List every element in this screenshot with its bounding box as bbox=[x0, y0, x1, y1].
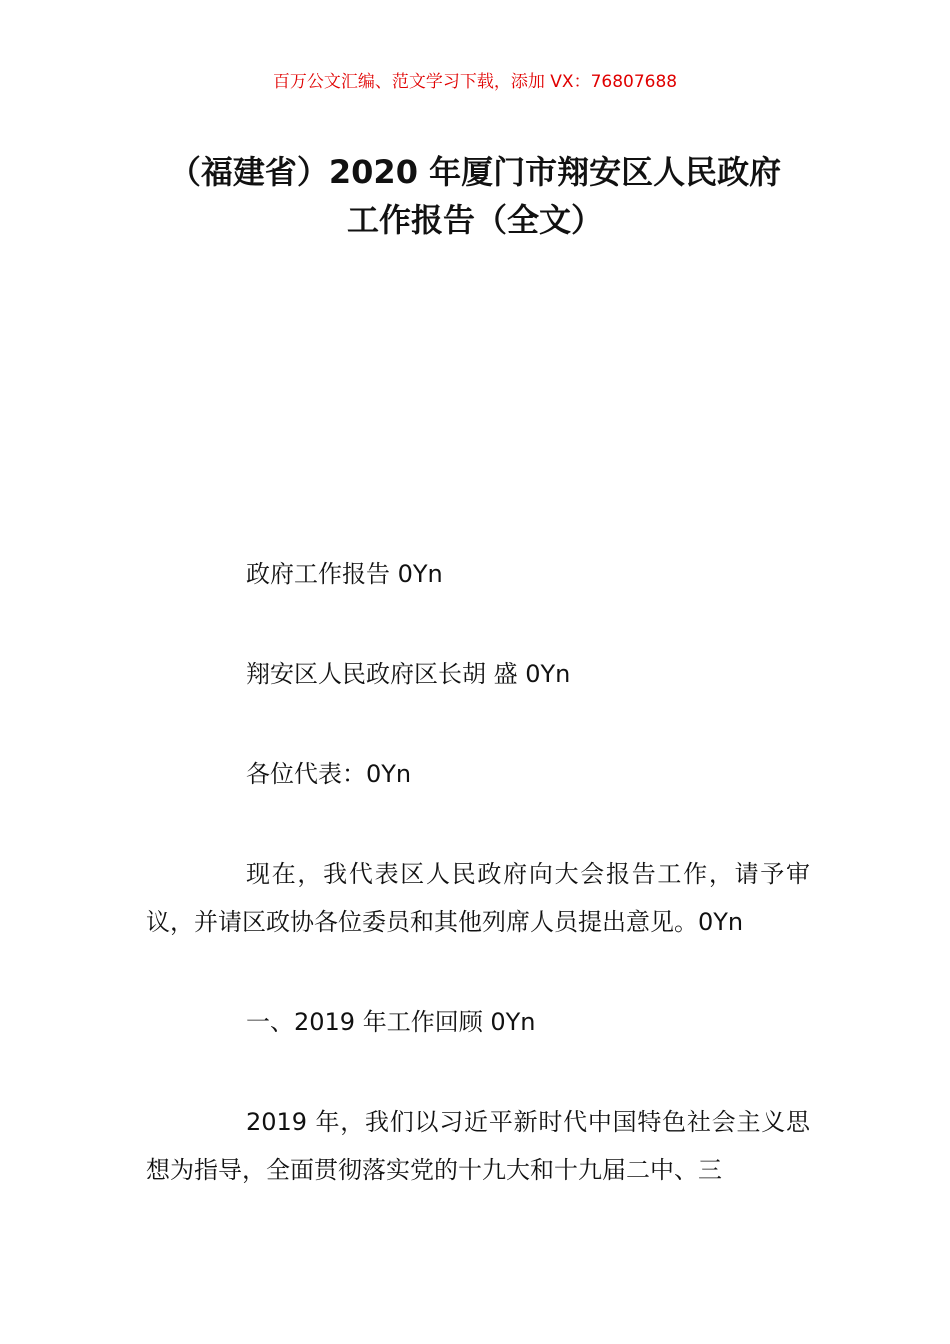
paragraph-opening: 现在，我代表区人民政府向大会报告工作，请予审议，并请区政协各位委员和其他列席人员提出意见。0Yn bbox=[146, 860, 810, 936]
paragraph-report-label: 政府工作报告 0Yn bbox=[246, 560, 443, 588]
paragraph-salutation: 各位代表：0Yn bbox=[246, 760, 412, 788]
header-note: 百万公文汇编、范文学习下载，添加 VX：76807688 bbox=[272, 72, 678, 92]
paragraph-review-intro: 2019 年，我们以习近平新时代中国特色社会主义思想为指导，全面贯彻落实党的十九大和十九届二中、三 bbox=[146, 1108, 810, 1184]
document-title-line-2: 工作报告（全文） bbox=[346, 201, 603, 239]
paragraph-author: 翔安区人民政府区长胡 盛 0Yn bbox=[246, 660, 571, 688]
section-heading-review: 一、2019 年工作回顾 0Yn bbox=[246, 1008, 536, 1036]
document-title-line-1: （福建省）2020 年厦门市翔安区人民政府 bbox=[168, 153, 782, 191]
